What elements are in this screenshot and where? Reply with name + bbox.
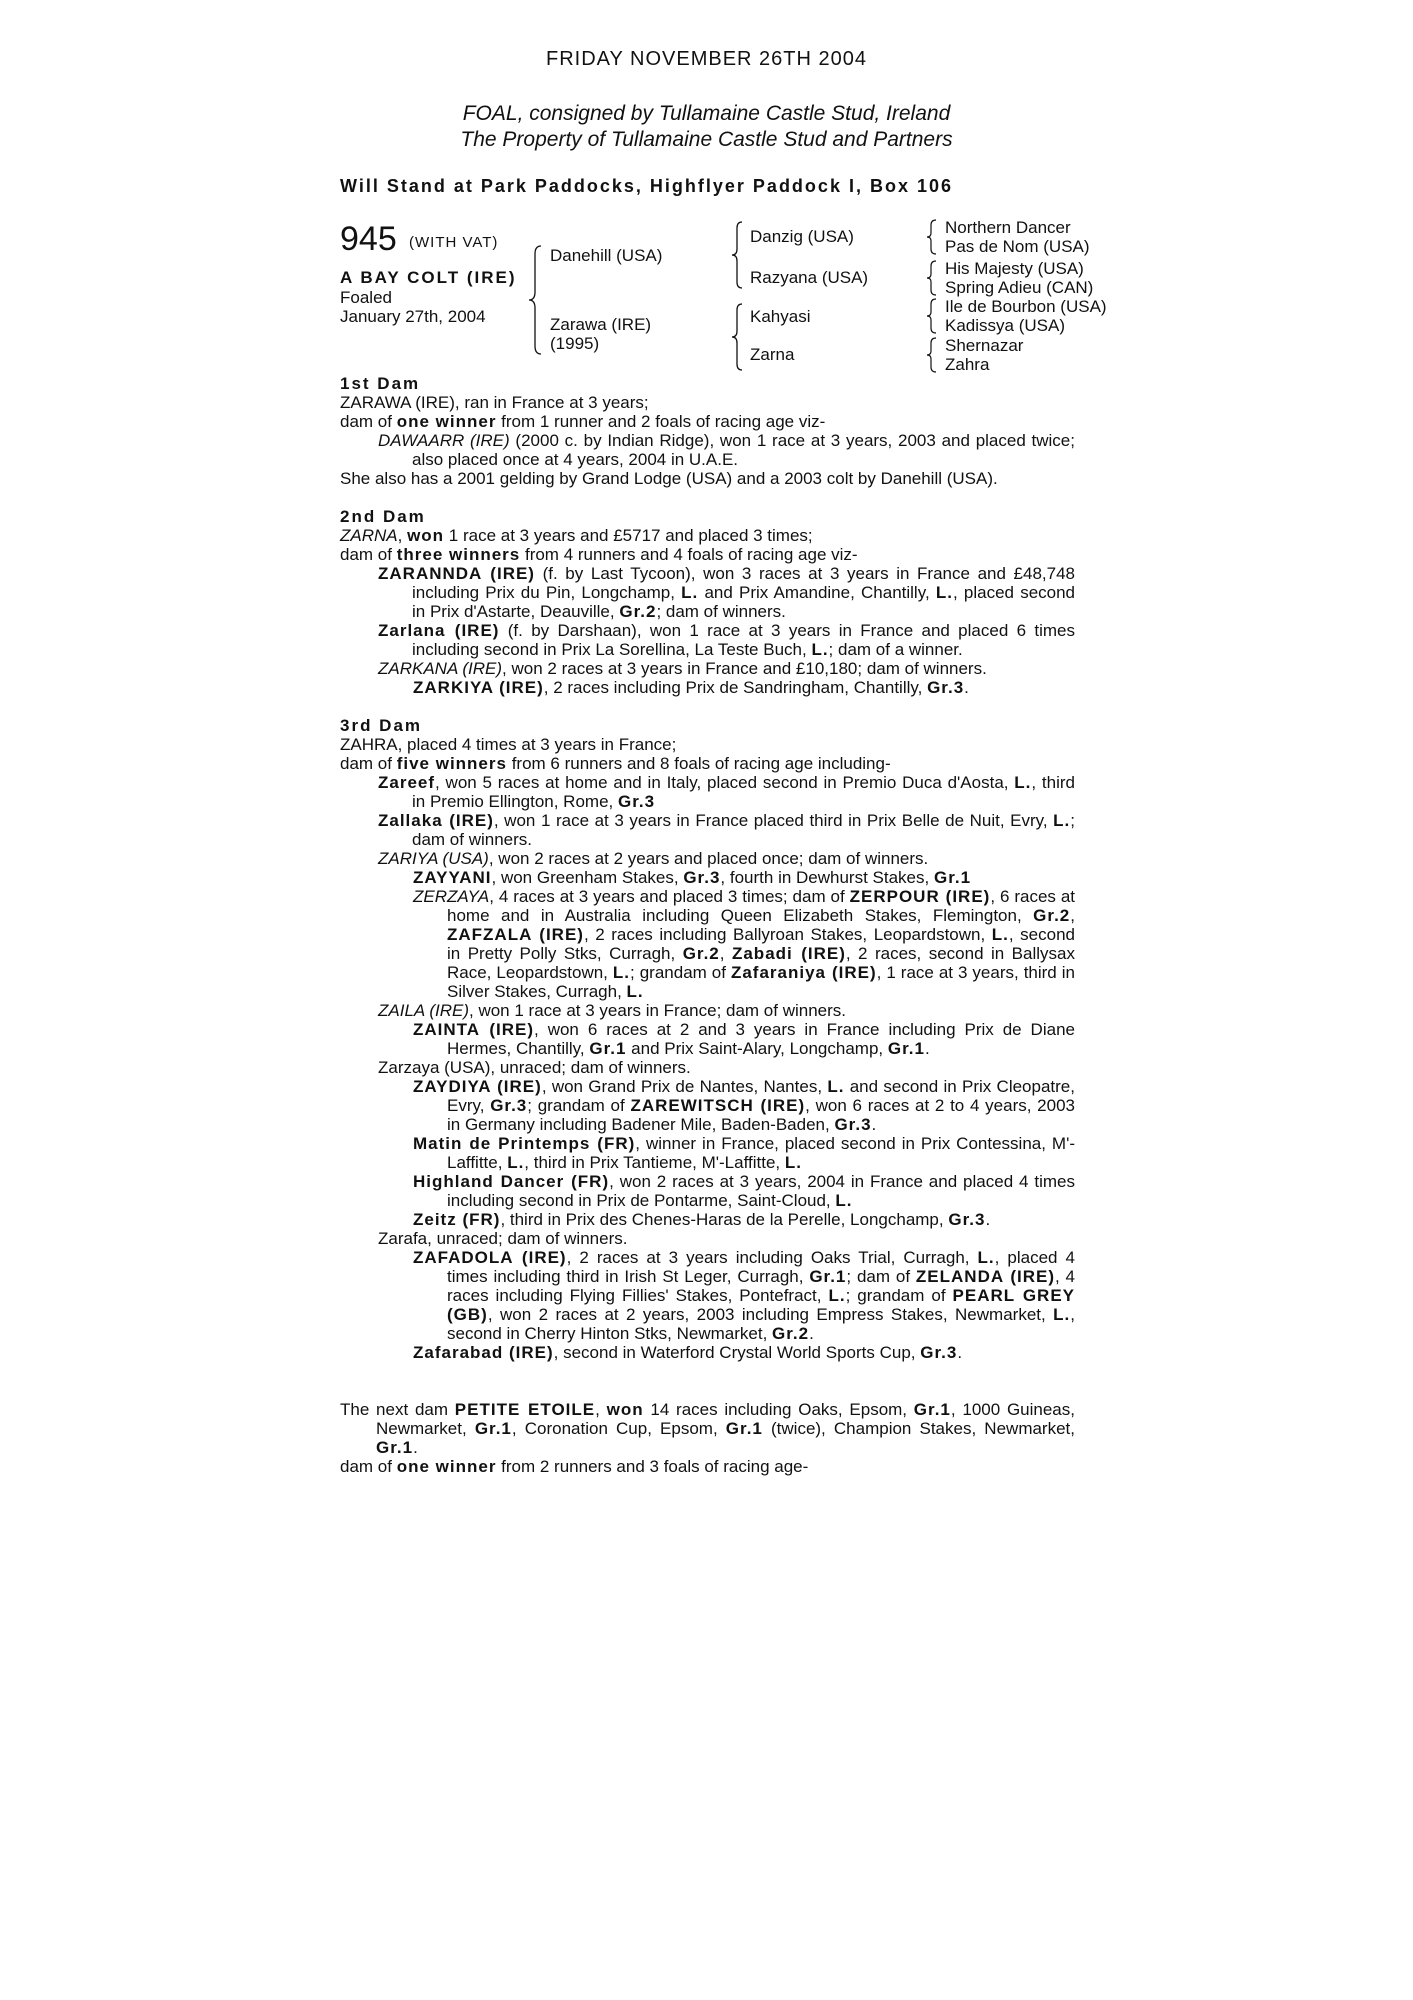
pedigree-g5: Ile de Bourbon (USA): [945, 297, 1107, 316]
lot-number: 945: [340, 220, 397, 258]
foaled-date: January 27th, 2004: [340, 307, 486, 326]
pedigree-dam-dam: Zarna: [750, 345, 795, 364]
pedigree-brace-dam: [730, 302, 746, 372]
first-dam-produce: dam of one winner from 1 runner and 2 foals of racing age viz-: [340, 412, 826, 431]
third-dam-foal: Zarafa, unraced; dam of winners.: [378, 1229, 628, 1248]
pedigree-brace-main: [527, 244, 547, 356]
third-dam-foal: ZARIYA (USA), won 2 races at 2 years and placed once; dam of winners.: [378, 849, 929, 868]
foaled-label: Foaled: [340, 288, 392, 307]
third-dam-grandfoal: ZAINTA (IRE), won 6 races at 2 and 3 years in France including Prix de Diane Hermes, Chantilly, Gr.1 and Prix Saint-Alary, Longchamp, Gr.1.: [413, 1020, 1075, 1058]
second-dam-produce: dam of three winners from 4 runners and 4 foals of racing age viz-: [340, 545, 858, 564]
lot-description: A BAY COLT (IRE): [340, 268, 517, 287]
third-dam-grandfoal: ZAYYANI, won Greenham Stakes, Gr.3, fourth in Dewhurst Stakes, Gr.1: [413, 868, 972, 887]
third-dam-line: ZAHRA, placed 4 times at 3 years in France;: [340, 735, 677, 754]
consignor-line: FOAL, consigned by Tullamaine Castle Stud, Ireland: [462, 102, 951, 125]
second-dam-foal: Zarlana (IRE) (f. by Darshaan), won 1 race at 3 years in France and placed 6 times including second in Prix La Sorellina, La Teste Buch, L.; dam of a winner.: [378, 621, 1075, 659]
pedigree-brace-g4: [925, 336, 939, 374]
third-dam-heading: 3rd Dam: [340, 716, 423, 735]
pedigree-g6: Kadissya (USA): [945, 316, 1065, 335]
second-dam-heading: 2nd Dam: [340, 507, 426, 526]
first-dam-foal: DAWAARR (IRE) (2000 c. by Indian Ridge), won 1 race at 3 years, 2003 and placed twice; also placed once at 4 years, 2004 in U.A.E.: [378, 431, 1075, 469]
pedigree-g3: His Majesty (USA): [945, 259, 1084, 278]
pedigree-g2: Pas de Nom (USA): [945, 237, 1090, 256]
third-dam-grandfoal: ZERZAYA, 4 races at 3 years and placed 3 times; dam of ZERPOUR (IRE), 6 races at home and in Australia including Queen Elizabeth Stakes, Flemington, Gr.2, ZAFZALA (IRE), 2 races including Ballyroan Stakes, Leopardstown, L., second in Pretty Polly Stks, Curragh, Gr.2, Zabadi (IRE), 2 races, second in Ballysax Race, Leopardstown, L.; grandam of Zafaraniya (IRE), 1 race at 3 years, third in Silver Stakes, Curragh, L.: [413, 887, 1075, 1001]
second-dam-line: ZARNA, won 1 race at 3 years and £5717 and placed 3 times;: [340, 526, 813, 545]
pedigree-g7: Shernazar: [945, 336, 1024, 355]
pedigree-g8: Zahra: [945, 355, 990, 374]
third-dam-grandfoal: Matin de Printemps (FR), winner in France, placed second in Prix Contessina, M'-Laffitte, L., third in Prix Tantieme, M'-Laffitte, L.: [413, 1134, 1076, 1172]
pedigree-g1: Northern Dancer: [945, 218, 1071, 237]
pedigree-dam-sire: Kahyasi: [750, 307, 811, 326]
pedigree-brace-g1: [925, 218, 939, 256]
first-dam-heading: 1st Dam: [340, 374, 421, 393]
third-dam-grandfoal: Zafarabad (IRE), second in Waterford Crystal World Sports Cup, Gr.3.: [413, 1343, 963, 1362]
next-dam-line: The next dam PETITE ETOILE, won 14 races including Oaks, Epsom, Gr.1, 1000 Guineas, Newmarket, Gr.1, Coronation Cup, Epsom, Gr.1 (twice), Champion Stakes, Newmarket, Gr.1.: [340, 1400, 1075, 1457]
stand-location: Will Stand at Park Paddocks, Highflyer Paddock I, Box 106: [340, 176, 953, 196]
pedigree-g4: Spring Adieu (CAN): [945, 278, 1094, 297]
pedigree-brace-sire: [730, 220, 746, 290]
next-dam-produce: dam of one winner from 2 runners and 3 foals of racing age-: [340, 1457, 809, 1476]
second-dam-foal: ZARKANA (IRE), won 2 races at 3 years in France and £10,180; dam of winners.: [378, 659, 987, 678]
first-dam-line: ZARAWA (IRE), ran in France at 3 years;: [340, 393, 649, 412]
pedigree-dam: Zarawa (IRE): [550, 315, 652, 334]
third-dam-grandfoal: ZAYDIYA (IRE), won Grand Prix de Nantes, Nantes, L. and second in Prix Cleopatre, Evry, Gr.3; grandam of ZAREWITSCH (IRE), won 6 races at 2 to 4 years, 2003 in Germany including Badener Mile, Baden-Baden, Gr.3.: [413, 1077, 1075, 1134]
second-dam-grandfoal: ZARKIYA (IRE), 2 races including Prix de Sandringham, Chantilly, Gr.3.: [413, 678, 969, 697]
third-dam-produce: dam of five winners from 6 runners and 8 foals of racing age including-: [340, 754, 891, 773]
third-dam-foal: ZAILA (IRE), won 1 race at 3 years in France; dam of winners.: [378, 1001, 847, 1020]
property-line: The Property of Tullamaine Castle Stud and Partners: [460, 128, 953, 151]
pedigree-brace-g2: [925, 259, 939, 297]
pedigree-sire-dam: Razyana (USA): [750, 268, 869, 287]
third-dam-foal: Zallaka (IRE), won 1 race at 3 years in France placed third in Prix Belle de Nuit, Evry, L.; dam of winners.: [378, 811, 1075, 849]
sale-date: FRIDAY NOVEMBER 26TH 2004: [545, 48, 868, 70]
third-dam-foal: Zarzaya (USA), unraced; dam of winners.: [378, 1058, 691, 1077]
pedigree-sire: Danehill (USA): [550, 246, 663, 265]
first-dam-note: She also has a 2001 gelding by Grand Lodge (USA) and a 2003 colt by Danehill (USA).: [340, 469, 998, 488]
third-dam-grandfoal: Highland Dancer (FR), won 2 races at 3 years, 2004 in France and placed 4 times including second in Prix de Pontarme, Saint-Cloud, L.: [413, 1172, 1076, 1210]
third-dam-grandfoal: ZAFADOLA (IRE), 2 races at 3 years including Oaks Trial, Curragh, L., placed 4 times including third in Irish St Leger, Curragh, Gr.1; dam of ZELANDA (IRE), 4 races including Flying Fillies' Stakes, Pontefract, L.; grandam of PEARL GREY (GB), won 2 races at 2 years, 2003 including Empress Stakes, Newmarket, L., second in Cherry Hinton Stks, Newmarket, Gr.2.: [413, 1248, 1076, 1343]
pedigree-sire-sire: Danzig (USA): [750, 227, 854, 246]
catalogue-text: [340, 374, 1075, 1476]
pedigree-dam-year: (1995): [550, 334, 600, 353]
vat-label: (WITH VAT): [409, 234, 499, 251]
third-dam-grandfoal: Zeitz (FR), third in Prix des Chenes-Haras de la Perelle, Longchamp, Gr.3.: [413, 1210, 991, 1229]
third-dam-foal: Zareef, won 5 races at home and in Italy, placed second in Premio Duca d'Aosta, L., third in Premio Ellington, Rome, Gr.3: [378, 773, 1075, 811]
second-dam-foal: ZARANNDA (IRE) (f. by Last Tycoon), won 3 races at 3 years in France and £48,748 including Prix du Pin, Longchamp, L. and Prix Amandine, Chantilly, L., placed second in Prix d'Astarte, Deauville, Gr.2; dam of winners.: [378, 564, 1076, 621]
pedigree-brace-g3: [925, 297, 939, 335]
